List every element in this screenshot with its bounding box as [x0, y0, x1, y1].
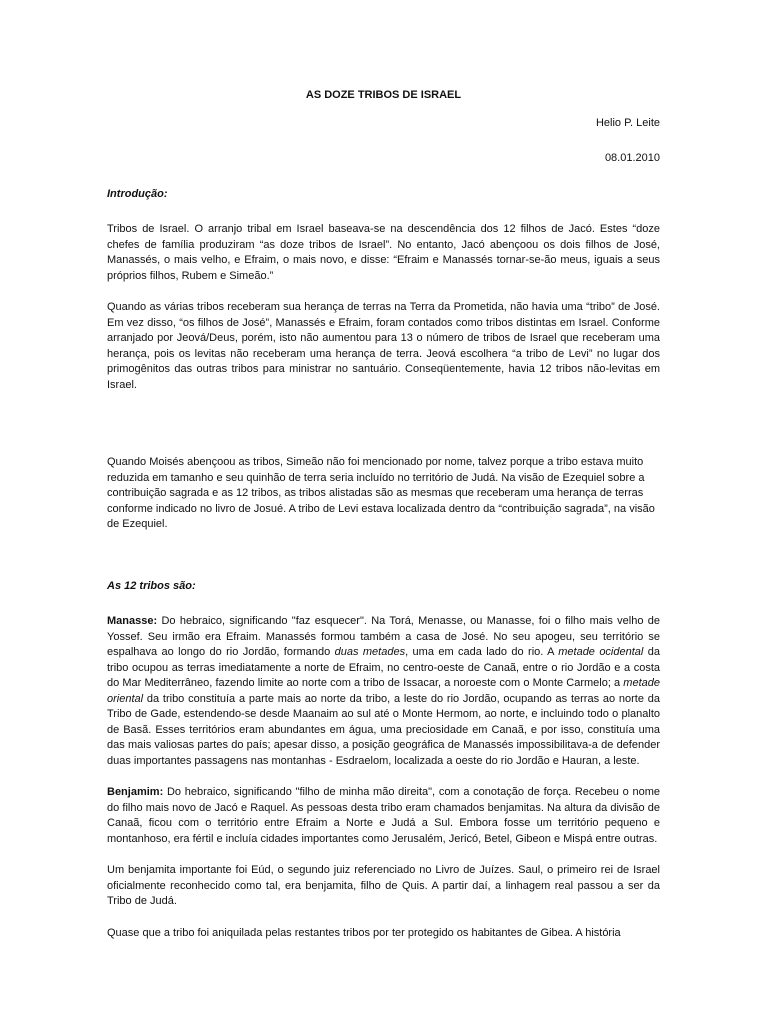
- document-date: 08.01.2010: [604, 152, 660, 164]
- manasse-italic-1: duas metades: [334, 646, 406, 658]
- benjamim-name: Benjamim:: [107, 786, 164, 798]
- manasse-italic-2: metade ocidental: [558, 646, 644, 658]
- document-page: [107, 88, 660, 957]
- manasse-name: Manasse:: [107, 615, 158, 627]
- tribes-heading: As 12 tribos são:: [107, 579, 196, 592]
- intro-paragraph-3: Quando Moisés abençoou as tribos, Simeão não foi mencionado por nome, talvez porque a tribo estava muito reduzida em tamanho e seu quinhão de terra seria incluído no território de Judá. Na visão de Ezequiel sobre a contribuição sagrada e as 12 tribos, as tribos alistadas são as mesmas que receberam uma herança de terras conforme indicado no livro de Josué. A tribo de Levi estava localizada dentro da “contribuição sagrada”, na visão de Ezequiel.: [107, 456, 655, 530]
- manasse-text-1: Do hebraico, significando "faz esquecer". Na Torá, Menasse, ou Manasse, foi o filho mais velho de Yossef. Seu irmão era Efraim. Manassés formou também a casa de José. No seu apogeu, seu território se espalhava ao longo do rio Jordão, formando: [107, 615, 660, 658]
- benjamim-paragraph-3: Quase que a tribo foi aniquilada pelas restantes tribos por ter protegido os habitantes de Gibea. A história: [107, 926, 621, 939]
- manasse-text-3: da tribo ocupou as terras imediatamente a norte de Efraim, no centro-oeste de Canaã, entre o rio Jordão e a costa do Mar Mediterrâneo, fazendo limite ao norte com a tribo de Issacar, a noroeste com o Monte Carmelo; a: [107, 646, 660, 689]
- benjamim-text: Do hebraico, significando "filho de minha mão direita", com a conotação de força. Recebeu o nome do filho mais novo de Jacó e Raquel. As pessoas desta tribo eram chamados benjamitas. Na altura da divisão de Canaã, ficou com o território entre Efraim a Norte e Judá a Sul. Embora fosse um território pequeno e montanhoso, era fértil e incluía cidades importantes como Jerusalém, Jericó, Betel, Gibeon e Mispá entre outras.: [107, 786, 660, 845]
- benjamim-paragraph-2: Um benjamita importante foi Eúd, o segundo juiz referenciado no Livro de Juízes. Saul, o primeiro rei de Israel oficialmente reconhecido como tal, era benjamita, filho de Quis. A partir daí, a linhagem real passou a ser da Tribo de Judá.: [107, 864, 660, 907]
- manasse-italic-3: metade oriental: [107, 677, 660, 705]
- intro-heading: Introdução:: [107, 187, 168, 200]
- document-title: AS DOZE TRIBOS DE ISRAEL: [305, 89, 462, 101]
- author-name: Helio P. Leite: [595, 116, 660, 129]
- intro-paragraph-2: Quando as várias tribos receberam sua herança de terras na Terra da Prometida, não havia uma “tribo” de José. Em vez disso, “os filhos de José”, Manassés e Efraim, foram contados como tribos distintas em Israel. Conforme arranjado por Jeová/Deus, porém, isto não aumentou para 13 o número de tribos de Israel que receberam uma herança, pois os levitas não receberam uma herança de terra. Jeová escolhera “a tribo de Levi” no lugar dos primogênitos das outras tribos para ministrar no santuário. Conseqüentemente, havia 12 tribos não-levitas em Israel.: [107, 301, 660, 391]
- intro-paragraph-1: Tribos de Israel. O arranjo tribal em Israel baseava-se na descendência dos 12 filhos de Jacó. Estes “doze chefes de família produziram “as doze tribos de Israel”. No entanto, Jacó abençoou os dois filhos de José, Manassés, o mais velho, e Efraim, o mais novo, e disse: “Efraim e Manassés tornar-se-ão meus, iguais a seus próprios filhos, Rubem e Simeão.”: [107, 223, 660, 282]
- spacer: [107, 409, 660, 455]
- manasse-text-2: , uma em cada lado do rio. A: [405, 646, 559, 658]
- manasse-paragraph: [107, 614, 660, 769]
- benjamim-paragraph: [107, 785, 660, 847]
- manasse-text-4: da tribo constituía a parte mais ao norte da tribo, a leste do rio Jordão, ocupando as terras ao norte da Tribo de Gade, estendendo-se desde Maanaim ao sul até o Monte Hermom, ao norte, e incluindo todo o planalto de Basã. Esses territórios eram abundantes em água, uma preciosidade em Canaã, e por isso, constituía uma das mais valiosas partes do país; apesar disso, a posição geográfica de Manassés impossibilitava-a de defender duas importantes passagens nas montanhas - Esdraelom, localizada a oeste do rio Jordão e Hauran, a leste.: [107, 692, 660, 767]
- spacer: [107, 549, 660, 579]
